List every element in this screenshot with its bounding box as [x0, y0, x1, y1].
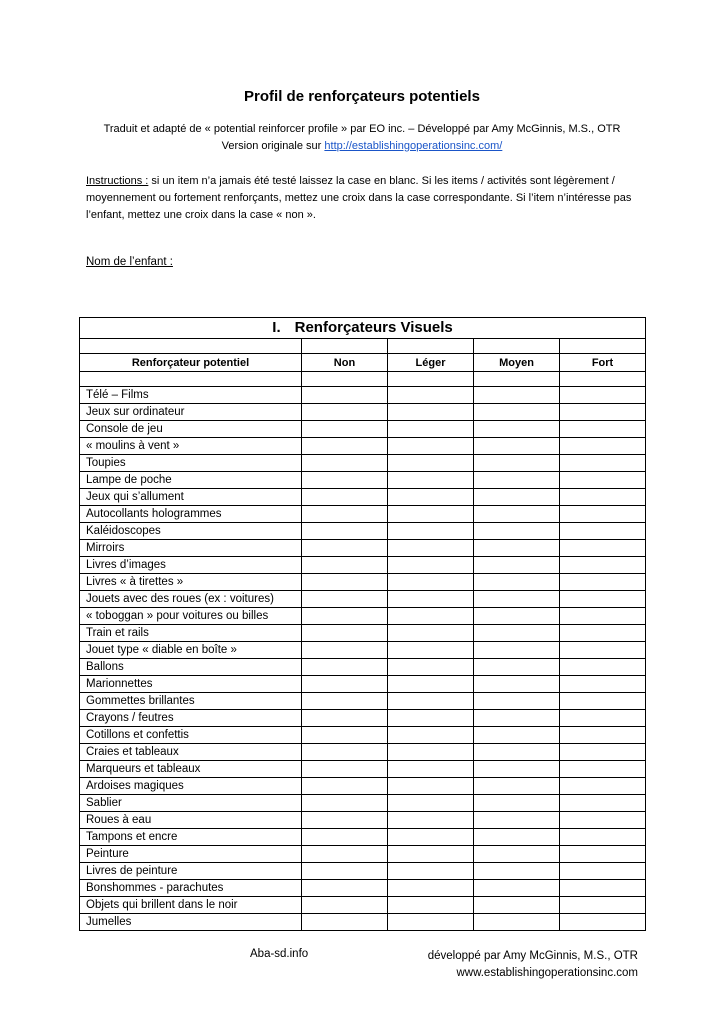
checkbox-cell-moyen[interactable]	[474, 761, 560, 778]
checkbox-cell-non[interactable]	[302, 795, 388, 812]
checkbox-cell-non[interactable]	[302, 693, 388, 710]
item-label: Livres d’images	[80, 557, 302, 574]
table-row	[80, 897, 646, 914]
checkbox-cell-non[interactable]	[302, 676, 388, 693]
checkbox-cell-moyen[interactable]	[474, 438, 560, 455]
checkbox-cell-fort[interactable]	[560, 540, 646, 557]
checkbox-cell-moyen[interactable]	[474, 880, 560, 897]
table-row	[80, 557, 646, 574]
checkbox-cell-non[interactable]	[302, 659, 388, 676]
table-row	[80, 625, 646, 642]
checkbox-cell-non[interactable]	[302, 591, 388, 608]
checkbox-cell-fort[interactable]	[560, 846, 646, 863]
checkbox-cell-non[interactable]	[302, 421, 388, 438]
table-row	[80, 795, 646, 812]
checkbox-cell-non[interactable]	[302, 744, 388, 761]
checkbox-cell-fort[interactable]	[560, 557, 646, 574]
item-label: Cotillons et confettis	[80, 727, 302, 744]
checkbox-cell-leger[interactable]	[388, 421, 474, 438]
checkbox-cell-fort[interactable]	[560, 778, 646, 795]
item-label: Livres de peinture	[80, 863, 302, 880]
checkbox-cell-moyen[interactable]	[474, 812, 560, 829]
checkbox-cell-leger[interactable]	[388, 710, 474, 727]
item-label: Roues à eau	[80, 812, 302, 829]
checkbox-cell-fort[interactable]	[560, 676, 646, 693]
checkbox-cell-fort[interactable]	[560, 387, 646, 404]
checkbox-cell-fort[interactable]	[560, 710, 646, 727]
checkbox-cell-moyen[interactable]	[474, 506, 560, 523]
header-row	[80, 354, 646, 372]
checkbox-cell-moyen[interactable]	[474, 710, 560, 727]
footer-credit	[428, 948, 638, 982]
item-label: Kaléidoscopes	[80, 523, 302, 540]
checkbox-cell-leger[interactable]	[388, 387, 474, 404]
section-number: I.	[272, 319, 281, 336]
table-row	[80, 880, 646, 897]
item-label: Autocollants hologrammes	[80, 506, 302, 523]
item-label: Mirroirs	[80, 540, 302, 557]
checkbox-cell-leger[interactable]	[388, 897, 474, 914]
checkbox-cell-fort[interactable]	[560, 659, 646, 676]
checkbox-cell-non[interactable]	[302, 642, 388, 659]
header-reinforcer: Renforçateur potentiel	[80, 354, 302, 372]
checkbox-cell-moyen[interactable]	[474, 846, 560, 863]
checkbox-cell-non[interactable]	[302, 710, 388, 727]
section-title: Renforçateurs Visuels	[294, 319, 453, 336]
checkbox-cell-non[interactable]	[302, 557, 388, 574]
table-row	[80, 846, 646, 863]
checkbox-cell-leger[interactable]	[388, 676, 474, 693]
table-row	[80, 761, 646, 778]
checkbox-cell-non[interactable]	[302, 625, 388, 642]
checkbox-cell-leger[interactable]	[388, 795, 474, 812]
instructions-text: si un item n’a jamais été testé laissez la case en blanc. Si les items / activités sont légèrement / moyennement ou fortement renforçants, mettez une croix dans la case correspondante. Si l’item n’intéresse pas l’enfant, mettez une croix dans la case « non ».	[86, 175, 632, 221]
checkbox-cell-non[interactable]	[302, 812, 388, 829]
checkbox-cell-fort[interactable]	[560, 744, 646, 761]
reinforcer-table	[79, 317, 646, 931]
checkbox-cell-moyen[interactable]	[474, 744, 560, 761]
checkbox-cell-leger[interactable]	[388, 472, 474, 489]
child-name-label: Nom de l’enfant :	[86, 256, 173, 268]
checkbox-cell-fort[interactable]	[560, 404, 646, 421]
checkbox-cell-fort[interactable]	[560, 795, 646, 812]
checkbox-cell-fort[interactable]	[560, 438, 646, 455]
item-label: Craies et tableaux	[80, 744, 302, 761]
checkbox-cell-moyen[interactable]	[474, 897, 560, 914]
checkbox-cell-leger[interactable]	[388, 642, 474, 659]
checkbox-cell-non[interactable]	[302, 846, 388, 863]
checkbox-cell-moyen[interactable]	[474, 778, 560, 795]
header-non: Non	[302, 354, 388, 372]
checkbox-cell-moyen[interactable]	[474, 863, 560, 880]
checkbox-cell-moyen[interactable]	[474, 472, 560, 489]
item-label: Peinture	[80, 846, 302, 863]
table-row	[80, 591, 646, 608]
checkbox-cell-moyen[interactable]	[474, 455, 560, 472]
item-label: Marionnettes	[80, 676, 302, 693]
checkbox-cell-fort[interactable]	[560, 625, 646, 642]
item-label: Console de jeu	[80, 421, 302, 438]
item-label: Sablier	[80, 795, 302, 812]
checkbox-cell-leger[interactable]	[388, 863, 474, 880]
checkbox-cell-fort[interactable]	[560, 574, 646, 591]
header-moyen: Moyen	[474, 354, 560, 372]
checkbox-cell-moyen[interactable]	[474, 693, 560, 710]
table-row	[80, 608, 646, 625]
checkbox-cell-moyen[interactable]	[474, 523, 560, 540]
checkbox-cell-leger[interactable]	[388, 625, 474, 642]
header-fort: Fort	[560, 354, 646, 372]
table-row	[80, 812, 646, 829]
checkbox-cell-moyen[interactable]	[474, 540, 560, 557]
checkbox-cell-leger[interactable]	[388, 727, 474, 744]
item-label: Ardoises magiques	[80, 778, 302, 795]
table-row	[80, 387, 646, 404]
table-row	[80, 693, 646, 710]
checkbox-cell-non[interactable]	[302, 863, 388, 880]
table-row	[80, 744, 646, 761]
checkbox-cell-non[interactable]	[302, 574, 388, 591]
checkbox-cell-fort[interactable]	[560, 863, 646, 880]
checkbox-cell-moyen[interactable]	[474, 489, 560, 506]
checkbox-cell-non[interactable]	[302, 540, 388, 557]
checkbox-cell-fort[interactable]	[560, 727, 646, 744]
checkbox-cell-fort[interactable]	[560, 693, 646, 710]
header-leger: Léger	[388, 354, 474, 372]
checkbox-cell-non[interactable]	[302, 761, 388, 778]
checkbox-cell-leger[interactable]	[388, 778, 474, 795]
checkbox-cell-moyen[interactable]	[474, 659, 560, 676]
checkbox-cell-leger[interactable]	[388, 880, 474, 897]
checkbox-cell-non[interactable]	[302, 506, 388, 523]
item-label: Tampons et encre	[80, 829, 302, 846]
checkbox-cell-leger[interactable]	[388, 506, 474, 523]
checkbox-cell-moyen[interactable]	[474, 795, 560, 812]
item-label: Lampe de poche	[80, 472, 302, 489]
table-row	[80, 489, 646, 506]
instructions	[86, 173, 634, 224]
checkbox-cell-non[interactable]	[302, 880, 388, 897]
checkbox-cell-leger[interactable]	[388, 659, 474, 676]
checkbox-cell-fort[interactable]	[560, 506, 646, 523]
checkbox-cell-leger[interactable]	[388, 574, 474, 591]
checkbox-cell-moyen[interactable]	[474, 557, 560, 574]
checkbox-cell-leger[interactable]	[388, 455, 474, 472]
item-label: Jeux sur ordinateur	[80, 404, 302, 421]
checkbox-cell-leger[interactable]	[388, 489, 474, 506]
document-title: Profil de renforçateurs potentiels	[244, 88, 480, 105]
item-label: Marqueurs et tableaux	[80, 761, 302, 778]
checkbox-cell-fort[interactable]	[560, 523, 646, 540]
item-label: Crayons / feutres	[80, 710, 302, 727]
item-label: « moulins à vent »	[80, 438, 302, 455]
checkbox-cell-leger[interactable]	[388, 404, 474, 421]
section-row	[80, 318, 646, 339]
version-link[interactable]: http://establishingoperationsinc.com/	[324, 140, 503, 152]
checkbox-cell-fort[interactable]	[560, 880, 646, 897]
checkbox-cell-non[interactable]	[302, 914, 388, 931]
table-row	[80, 438, 646, 455]
checkbox-cell-non[interactable]	[302, 438, 388, 455]
checkbox-cell-non[interactable]	[302, 608, 388, 625]
item-label: Jouet type « diable en boîte »	[80, 642, 302, 659]
table-row	[80, 421, 646, 438]
checkbox-cell-moyen[interactable]	[474, 574, 560, 591]
checkbox-cell-fort[interactable]	[560, 591, 646, 608]
table-row	[80, 506, 646, 523]
checkbox-cell-fort[interactable]	[560, 642, 646, 659]
checkbox-cell-fort[interactable]	[560, 761, 646, 778]
checkbox-cell-non[interactable]	[302, 489, 388, 506]
checkbox-cell-fort[interactable]	[560, 455, 646, 472]
footer-developer: développé par Amy McGinnis, M.S., OTR	[427, 950, 638, 962]
checkbox-cell-fort[interactable]	[560, 472, 646, 489]
section-heading	[80, 318, 646, 339]
checkbox-cell-leger[interactable]	[388, 693, 474, 710]
credit-line: Traduit et adapté de « potential reinforcer profile » par EO inc. – Développé par Amy McGinnis, M.S., OTR	[103, 123, 621, 135]
blank-row	[80, 339, 646, 354]
table-row	[80, 574, 646, 591]
checkbox-cell-moyen[interactable]	[474, 642, 560, 659]
checkbox-cell-non[interactable]	[302, 778, 388, 795]
table-row	[80, 914, 646, 931]
checkbox-cell-fort[interactable]	[560, 421, 646, 438]
table-row	[80, 778, 646, 795]
item-label: « toboggan » pour voitures ou billes	[80, 608, 302, 625]
checkbox-cell-fort[interactable]	[560, 608, 646, 625]
checkbox-cell-fort[interactable]	[560, 812, 646, 829]
checkbox-cell-moyen[interactable]	[474, 676, 560, 693]
footer-site: Aba-sd.info	[250, 948, 309, 960]
footer-website: www.establishingoperationsinc.com	[456, 967, 638, 979]
item-label: Jumelles	[80, 914, 302, 931]
table-row	[80, 710, 646, 727]
checkbox-cell-leger[interactable]	[388, 812, 474, 829]
version-line	[0, 140, 724, 152]
item-label: Jeux qui s’allument	[80, 489, 302, 506]
instructions-label: Instructions :	[86, 175, 149, 187]
table-row	[80, 472, 646, 489]
checkbox-cell-fort[interactable]	[560, 489, 646, 506]
item-label: Télé – Films	[80, 387, 302, 404]
item-label: Train et rails	[80, 625, 302, 642]
version-prefix: Version originale sur	[221, 140, 325, 152]
checkbox-cell-non[interactable]	[302, 387, 388, 404]
item-label: Toupies	[80, 455, 302, 472]
checkbox-cell-moyen[interactable]	[474, 625, 560, 642]
table-row	[80, 523, 646, 540]
checkbox-cell-non[interactable]	[302, 472, 388, 489]
checkbox-cell-non[interactable]	[302, 523, 388, 540]
checkbox-cell-moyen[interactable]	[474, 404, 560, 421]
checkbox-cell-non[interactable]	[302, 455, 388, 472]
checkbox-cell-moyen[interactable]	[474, 829, 560, 846]
checkbox-cell-moyen[interactable]	[474, 914, 560, 931]
checkbox-cell-fort[interactable]	[560, 829, 646, 846]
checkbox-cell-leger[interactable]	[388, 523, 474, 540]
table-row	[80, 642, 646, 659]
checkbox-cell-moyen[interactable]	[474, 727, 560, 744]
item-label: Gommettes brillantes	[80, 693, 302, 710]
table-row	[80, 540, 646, 557]
checkbox-cell-leger[interactable]	[388, 744, 474, 761]
checkbox-cell-leger[interactable]	[388, 438, 474, 455]
checkbox-cell-leger[interactable]	[388, 540, 474, 557]
checkbox-cell-leger[interactable]	[388, 761, 474, 778]
item-label: Livres « à tirettes »	[80, 574, 302, 591]
checkbox-cell-moyen[interactable]	[474, 387, 560, 404]
item-label: Objets qui brillent dans le noir	[80, 897, 302, 914]
checkbox-cell-fort[interactable]	[560, 897, 646, 914]
checkbox-cell-leger[interactable]	[388, 608, 474, 625]
checkbox-cell-moyen[interactable]	[474, 608, 560, 625]
checkbox-cell-non[interactable]	[302, 727, 388, 744]
table-row	[80, 455, 646, 472]
checkbox-cell-leger[interactable]	[388, 914, 474, 931]
item-label: Jouets avec des roues (ex : voitures)	[80, 591, 302, 608]
item-label: Ballons	[80, 659, 302, 676]
checkbox-cell-non[interactable]	[302, 897, 388, 914]
table-row	[80, 863, 646, 880]
table-row	[80, 727, 646, 744]
checkbox-cell-non[interactable]	[302, 404, 388, 421]
table-row	[80, 676, 646, 693]
checkbox-cell-leger[interactable]	[388, 846, 474, 863]
checkbox-cell-fort[interactable]	[560, 914, 646, 931]
table-row	[80, 659, 646, 676]
checkbox-cell-leger[interactable]	[388, 557, 474, 574]
item-label: Bonshommes - parachutes	[80, 880, 302, 897]
table-row	[80, 404, 646, 421]
checkbox-cell-moyen[interactable]	[474, 591, 560, 608]
checkbox-cell-leger[interactable]	[388, 591, 474, 608]
checkbox-cell-leger[interactable]	[388, 829, 474, 846]
checkbox-cell-non[interactable]	[302, 829, 388, 846]
blank-row	[80, 372, 646, 387]
table-row	[80, 829, 646, 846]
checkbox-cell-moyen[interactable]	[474, 421, 560, 438]
